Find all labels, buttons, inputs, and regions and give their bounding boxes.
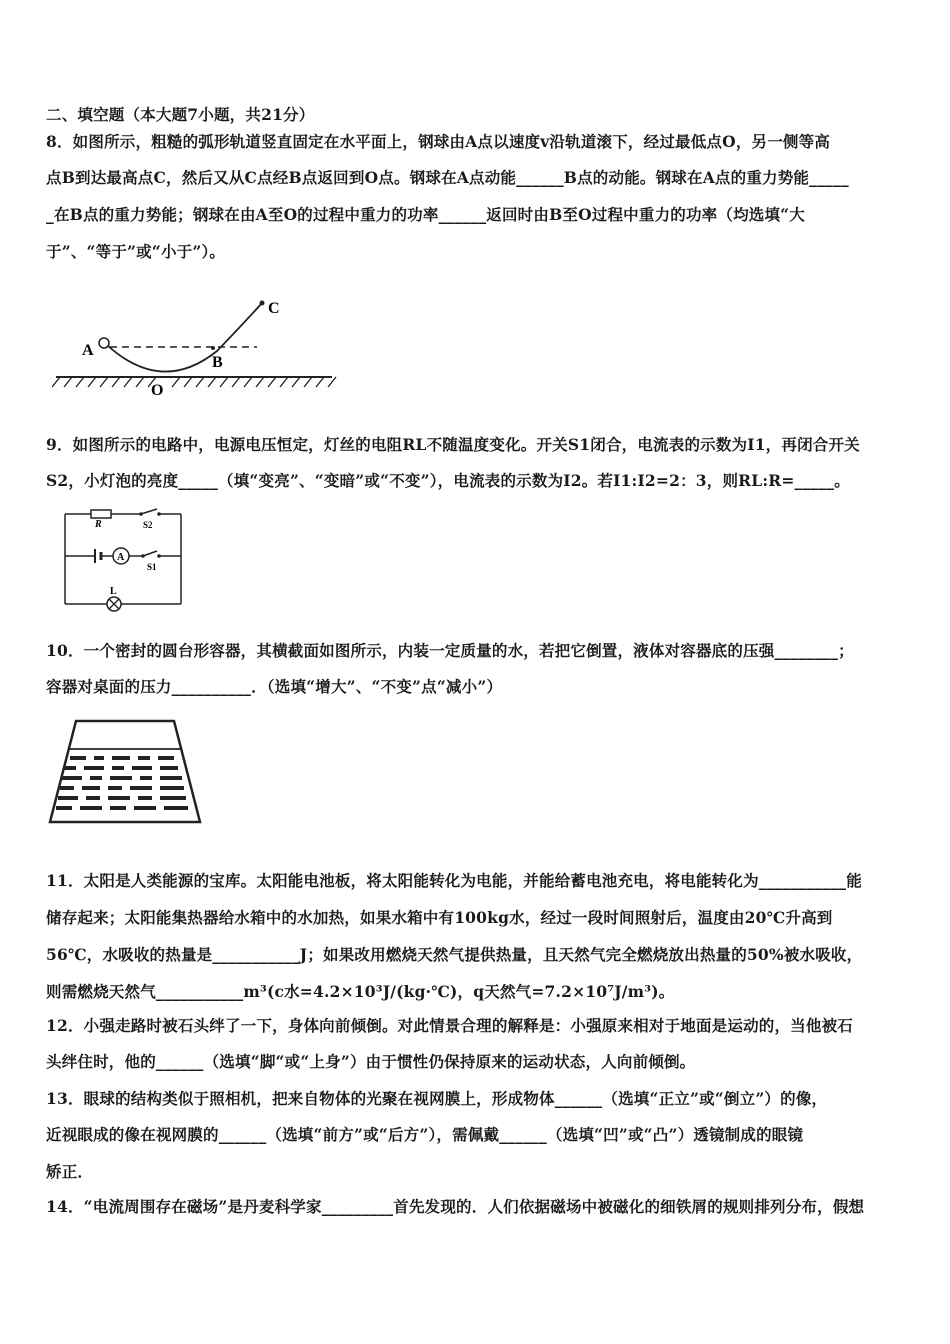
curved-track xyxy=(107,303,262,372)
q11-line-2: 储存起来；太阳能集热器给水箱中的水加热，如果水箱中有100kg水，经过一段时间照射后，温度由20℃升高到 xyxy=(46,908,833,927)
q13-line-1: 13．眼球的结构类似于照相机，把来自物体的光聚在视网膜上，形成物体______（选填“正立”或“倒立”）的像， xyxy=(46,1089,828,1108)
q11-line-3: 56℃，水吸收的热量是___________J；如果改用燃烧天然气提供热量，且天然气完全燃烧放出热量的50%被水吸收， xyxy=(46,945,863,964)
label-s1: S1 xyxy=(147,562,157,572)
q11-line-1: 11．太阳是人类能源的宝库。太阳能电池板，将太阳能转化为电能，并能给蓄电池充电，将电能转化为___________能 xyxy=(46,871,862,890)
steel-ball xyxy=(99,338,109,348)
section-title: 二、填空题（本大题7小题，共21分） xyxy=(46,105,315,124)
q12-line-1: 12．小强走路时被石头绊了一下，身体向前倾倒。对此情景合理的解释是：小强原来相对于地面是运动的，当他被石 xyxy=(46,1016,853,1035)
label-l: L xyxy=(110,586,117,597)
q9-line-2: S2，小灯泡的亮度_____（填“变亮”、“变暗”或“不变”），电流表的示数为I2。若I1:I2=2：3，则RL:R=_____。 xyxy=(46,471,850,490)
label-r: R xyxy=(95,519,102,530)
label-o: O xyxy=(151,382,164,399)
label-c: C xyxy=(268,300,280,317)
point-b-dot xyxy=(211,346,215,350)
q9-circuit-figure xyxy=(55,504,195,616)
label-s2: S2 xyxy=(143,520,153,530)
q10-container-figure xyxy=(46,716,206,828)
q8-line-2: 点B到达最高点C，然后又从C点经B点返回到O点。钢球在A点动能______B点的动能。钢球在A点的重力势能_____ xyxy=(46,168,849,187)
q14-line-1: 14．“电流周围存在磁场”是丹麦科学家_________首先发现的．人们依据磁场中被磁化的细铁屑的规则排列分布，假想 xyxy=(46,1197,865,1216)
point-c-dot xyxy=(260,301,265,306)
q8-line-1: 8．如图所示，粗糙的弧形轨道竖直固定在水平面上，钢球由A点以速度v沿轨道滚下，经过最低点O，另一侧等高 xyxy=(46,132,831,151)
resistor xyxy=(91,510,111,518)
q8-track-figure xyxy=(52,285,342,400)
q13-line-2: 近视眼成的像在视网膜的______（选填“前方”或“后方”），需佩戴______（选填“凹”或“凸”）透镜制成的眼镜 xyxy=(46,1125,804,1144)
q11-line-4: 则需燃烧天然气___________m³(c水=4.2×10³J/(kg·℃)，q天然气=7.2×10⁷J/m³)。 xyxy=(46,982,675,1001)
q9-line-1: 9．如图所示的电路中，电源电压恒定，灯丝的电阻RL不随温度变化。开关S1闭合，电流表的示数为I1，再闭合开关 xyxy=(46,435,860,454)
q8-line-4: 于”、“等于”或“小于”）。 xyxy=(46,242,226,261)
q8-line-3: _在B点的重力势能；钢球在由A至O的过程中重力的功率______返回时由B至O过程中重力的功率（均选填“大 xyxy=(46,205,806,224)
q10-line-1: 10．一个密封的圆台形容器，其横截面如图所示，内装一定质量的水，若把它倒置，液体对容器底的压强________； xyxy=(46,641,854,660)
label-b: B xyxy=(212,354,223,371)
label-a: A xyxy=(82,342,94,359)
q13-line-3: 矫正． xyxy=(46,1162,94,1181)
q10-line-2: 容器对桌面的压力__________．（选填“增大”、“不变”点“减小”） xyxy=(46,677,503,696)
q12-line-2: 头绊住时，他的______（选填“脚“或“上身”）由于惯性仍保持原来的运动状态，人向前倾倒。 xyxy=(46,1052,696,1071)
ground-hatching xyxy=(52,377,336,387)
ammeter-label: A xyxy=(117,552,125,563)
